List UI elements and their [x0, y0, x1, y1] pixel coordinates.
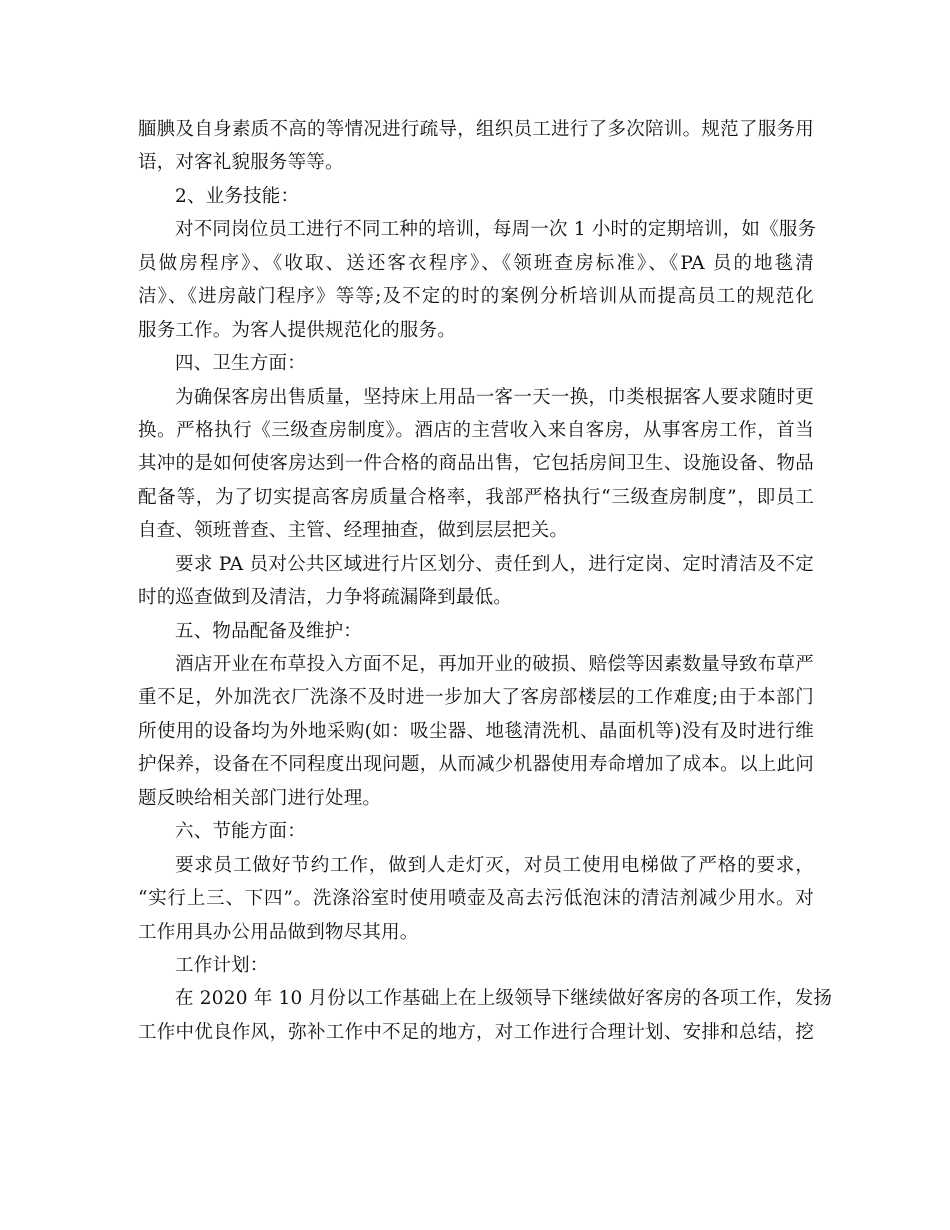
text-line: 洁》、《进房敲门程序》等等;及不定的时的案例分析培训从而提高员工的规范化	[138, 286, 814, 308]
text-line: 在 2020 年 10 月份以工作基础上在上级领导下继续做好客房的各项工作，发扬	[175, 988, 833, 1010]
section-heading: 四、卫生方面：	[175, 353, 306, 375]
text-line: 工作中优良作风，弥补工作中不足的地方，对工作进行合理计划、安排和总结，挖	[138, 1021, 814, 1043]
text-line: 换。严格执行《三级查房制度》。酒店的主营收入来自客房，从事客房工作，首当	[138, 419, 814, 441]
section-heading: 五、物品配备及维护：	[175, 620, 363, 642]
text-line: 护保养，设备在不同程度出现问题，从而减少机器使用寿命增加了成本。以上此问	[138, 754, 814, 776]
section-heading: 六、节能方面：	[175, 821, 306, 843]
text-line: 自查、领班普查、主管、经理抽查，做到层层把关。	[138, 520, 569, 542]
text-line: 要求员工做好节约工作，做到人走灯灭，对员工使用电梯做了严格的要求，	[175, 854, 814, 876]
text-line: 语，对客礼貌服务等等。	[138, 152, 344, 174]
text-line: 重不足，外加洗衣厂洗涤不及时进一步加大了客房部楼层的工作难度;由于本部门	[138, 687, 814, 709]
text-line: 腼腆及自身素质不高的等情况进行疏导，组织员工进行了多次陪训。规范了服务用	[138, 119, 814, 140]
text-line: 对不同岗位员工进行不同工种的培训，每周一次 1 小时的定期培训，如《服务	[175, 219, 817, 241]
text-line: 所使用的设备均为外地采购(如：吸尘器、地毯清洗机、晶面机等)没有及时进行维	[138, 720, 814, 742]
text-line: 服务工作。为客人提供规范化的服务。	[138, 319, 456, 341]
section-heading: 2、业务技能：	[175, 185, 300, 207]
text-line: 为确保客房出售质量，坚持床上用品一客一天一换，巾类根据客人要求随时更	[175, 386, 814, 408]
section-heading: 工作计划：	[175, 954, 269, 976]
text-line: “实行上三、下四”。洗涤浴室时使用喷壶及高去污低泡沫的清洁剂减少用水。对	[138, 888, 814, 910]
text-line: 工作用具办公用品做到物尽其用。	[138, 921, 419, 943]
text-line: 员做房程序》、《收取、送还客衣程序》、《领班查房标准》、《PA 员的地毯清	[138, 252, 814, 274]
text-line: 其冲的是如何使客房达到一件合格的商品出售，它包括房间卫生、设施设备、物品	[138, 453, 814, 475]
text-line: 要求 PA 员对公共区域进行片区划分、责任到人，进行定岗、定时清洁及不定	[175, 553, 814, 575]
text-line: 酒店开业在布草投入方面不足，再加开业的破损、赔偿等因素数量导致布草严	[175, 654, 814, 675]
text-line: 配备等，为了切实提高客房质量合格率，我部严格执行“三级查房制度”，即员工	[138, 486, 814, 508]
document-page	[138, 113, 833, 1049]
text-line: 时的巡查做到及清洁，力争将疏漏降到最低。	[138, 587, 513, 609]
text-line: 题反映给相关部门进行处理。	[138, 787, 382, 809]
